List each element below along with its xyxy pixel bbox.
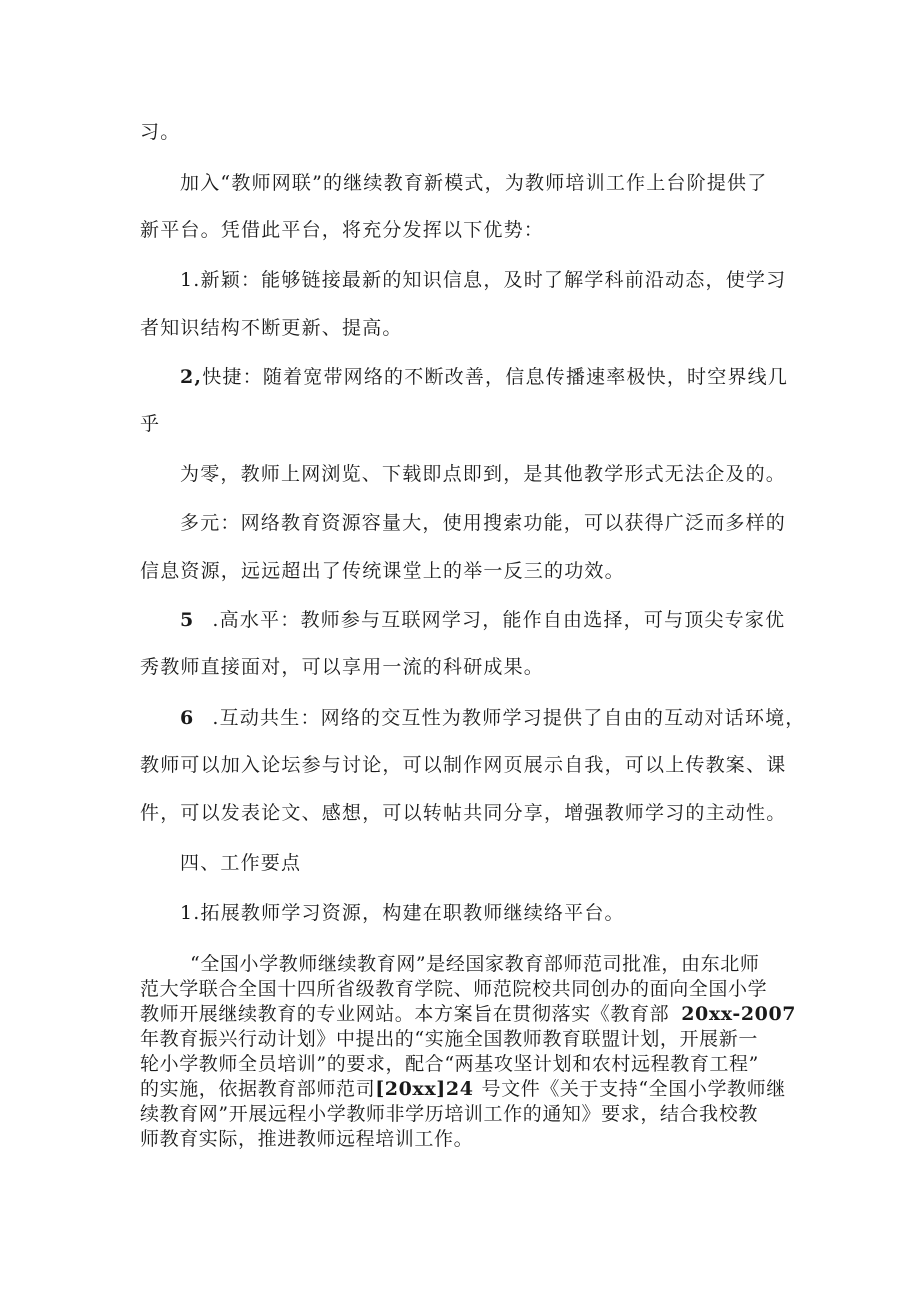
section-heading: 四、工作要点 [180, 852, 302, 874]
item-text: .高水平：教师参与互联网学习，能作自由选择，可与顶尖专家优 [212, 609, 786, 631]
text-line: 轮小学教师全员培训”的要求，配合“两基攻坚计划和农村远程教育工程” [140, 1053, 759, 1075]
text-line: 新平台。凭借此平台，将充分发挥以下优势： [140, 219, 545, 241]
text-line: 1.拓展教师学习资源，构建在职教师继续络平台。 [180, 902, 625, 924]
text-line: 续教育网”开展远程小学教师非学历培训工作的通知》要求，结合我校教 [140, 1103, 758, 1125]
text-line: 年教育振兴行动计划》中提出的“实施全国教师教育联盟计划，开展新一 [140, 1028, 758, 1050]
item-text: .互动共生：网络的交互性为教师学习提供了自由的互动对话环境， [212, 707, 806, 729]
text-line: 为零，教师上网浏览、下载即点即到，是其他教学形式无法企及的。 [180, 463, 787, 485]
text-line: 者知识结构不断更新、提高。 [140, 317, 403, 339]
document-number: [20xx]24 [375, 1078, 474, 1100]
text-line: 信息资源，远远超出了传统课堂上的举一反三的功效。 [140, 560, 625, 582]
text-line: 师教育实际，推进教师远程培训工作。 [140, 1128, 474, 1150]
text-line: 乎 [140, 413, 161, 435]
text-span: 教师开展继续教育的专业网站。本方案旨在贯彻落实《教育部 [140, 1003, 670, 1025]
text-line: 多元：网络教育资源容量大，使用搜索功能，可以获得广泛而多样的 [180, 512, 787, 534]
item-number: 5 [180, 609, 195, 631]
text-line [180, 607, 785, 633]
text-line [180, 705, 805, 731]
text-span: 的实施，依据教育部师范司 [140, 1078, 376, 1100]
text-line [140, 1076, 786, 1102]
text-line: 教师可以加入论坛参与讨论，可以制作网页展示自我，可以上传教案、课 [140, 754, 787, 776]
year-range: 20xx-2007 [681, 1003, 797, 1025]
item-number: 6 [180, 707, 195, 729]
text-line [180, 364, 788, 390]
text-line: 加入“教师网联”的继续教育新模式，为教师培训工作上台阶提供了 [180, 172, 768, 194]
text-span: 号文件《关于支持“全国小学教师继 [481, 1078, 786, 1100]
text-line [140, 1001, 796, 1027]
text-line: “全国小学教师继续教育网”是经国家教育部师范司批准，由东北师 [190, 953, 760, 975]
text-line: 习。 [140, 121, 181, 143]
text-line: 件，可以发表论文、感想，可以转帖共同分享，增强教师学习的主动性。 [140, 802, 787, 824]
text-line: 秀教师直接面对，可以享用一流的科研成果。 [140, 656, 545, 678]
item-text: 快捷：随着宽带网络的不断改善，信息传播速率极快，时空界线几 [202, 366, 789, 388]
text-line: 1.新颖：能够链接最新的知识信息，及时了解学科前沿动态，使学习 [180, 269, 787, 291]
item-number: 2, [180, 366, 203, 388]
text-line: 范大学联合全国十四所省级教育学院、师范院校共同创办的面向全国小学 [140, 978, 768, 1000]
